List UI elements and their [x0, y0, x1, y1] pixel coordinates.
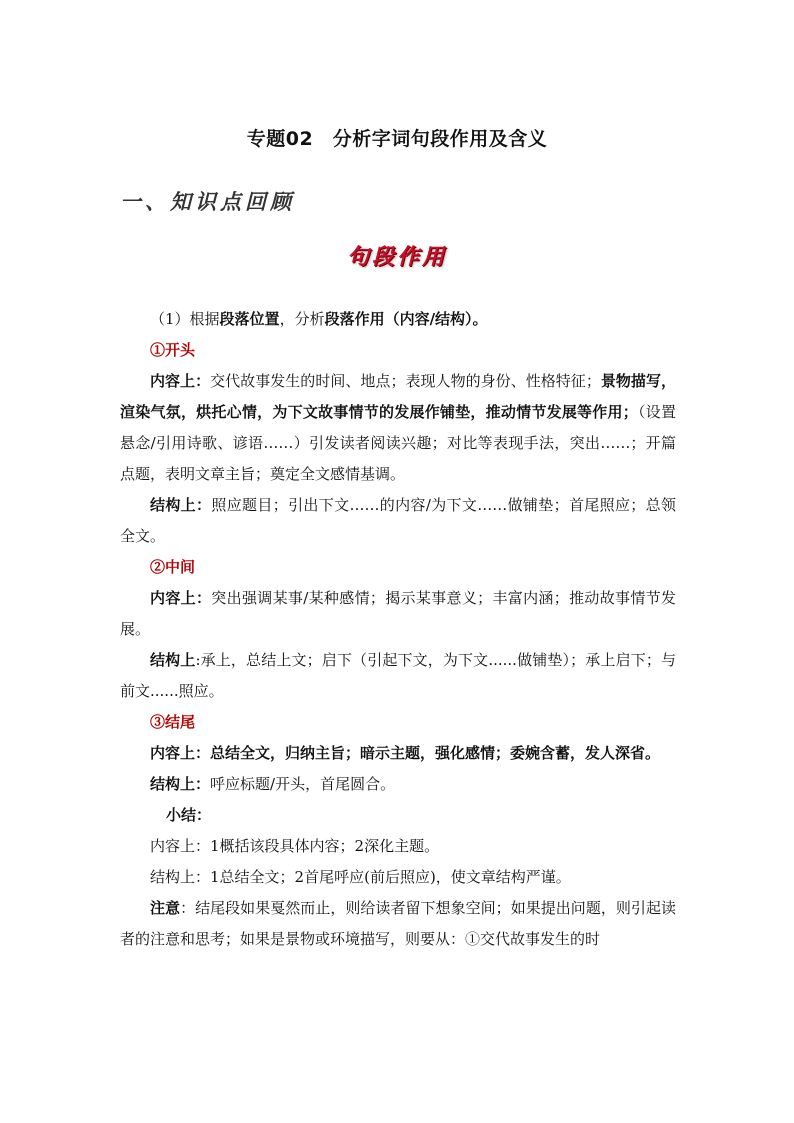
intro-text-b: 段落位置: [219, 310, 280, 328]
ending-content-text: 总结全文，归纳主旨；暗示主题，强化感情；委婉含蓄，发人深省。: [210, 744, 661, 762]
note-label: 注意: [150, 899, 181, 917]
middle-content-text: 突出强调某事/某种感情；揭示某事意义；丰富内涵；推动故事情节发展。: [120, 589, 676, 638]
intro-paragraph: [120, 304, 676, 335]
middle-content: [120, 583, 676, 645]
middle-heading: ②中间: [150, 558, 196, 576]
summary-heading: 小结：: [166, 806, 212, 824]
note-paragraph: [120, 893, 676, 955]
opening-content-label: 内容上：: [150, 372, 211, 390]
middle-structure: [120, 645, 676, 707]
banner-text: 句段作用: [346, 244, 447, 270]
ending-structure: [120, 769, 676, 800]
middle-structure-label: 结构上: [150, 651, 196, 669]
opening-content: [120, 366, 676, 490]
opening-structure-label: 结构上：: [150, 496, 212, 514]
middle-structure-text: :承上，总结上文；启下（引起下文，为下文......做铺垫）；承上启下；与前文......照应。: [120, 651, 676, 700]
opening-structure: [120, 490, 676, 552]
ending-content: [120, 738, 676, 769]
opening-content-bold: 景物描写，渲染气氛，烘托心情，为下文故事情节的发展作铺垫，推动情节发展等作用；: [120, 372, 676, 421]
opening-content-rest: （设置悬念/引用诗歌、谚语……）引发读者阅读兴趣；对比等表现手法，突出……；开篇点题，表明文章主旨；奠定全文感情基调。: [120, 403, 676, 483]
middle-content-label: 内容上：: [150, 589, 212, 607]
section-heading: 一、知识点回顾: [120, 189, 295, 214]
opening-structure-text: 照应题目；引出下文……的内容/为下文……做铺垫；首尾照应；总领全文。: [120, 496, 676, 545]
ending-content-label: 内容上：: [150, 744, 211, 762]
intro-text-d: 段落作用（内容/结构）。: [324, 310, 488, 328]
summary-line-2: 结构上：1总结全文；2首尾呼应(前后照应)，使文章结构严谨。: [150, 868, 571, 886]
page-title: 专题02 分析字词句段作用及含义: [246, 128, 548, 150]
summary-line-1: 内容上：1概括该段具体内容；2深化主题。: [150, 837, 440, 855]
document-body: [120, 304, 676, 955]
opening-content-plain: 交代故事发生的时间、地点；表现人物的身份、性格特征；: [210, 372, 601, 390]
intro-text-a: （1）根据: [150, 310, 220, 328]
banner: [0, 240, 794, 271]
opening-heading: ①开头: [150, 341, 196, 359]
note-text: ：结尾段如果戛然而止，则给读者留下想象空间；如果提出问题，则引起读者的注意和思考；如果是景物或环境描写，则要从：①交代故事发生的时: [120, 899, 676, 948]
intro-text-c: ，分析: [279, 310, 325, 328]
ending-structure-text: 呼应标题/开头，首尾圆合。: [210, 775, 396, 793]
ending-structure-label: 结构上：: [150, 775, 211, 793]
ending-heading: ③结尾: [150, 713, 196, 731]
